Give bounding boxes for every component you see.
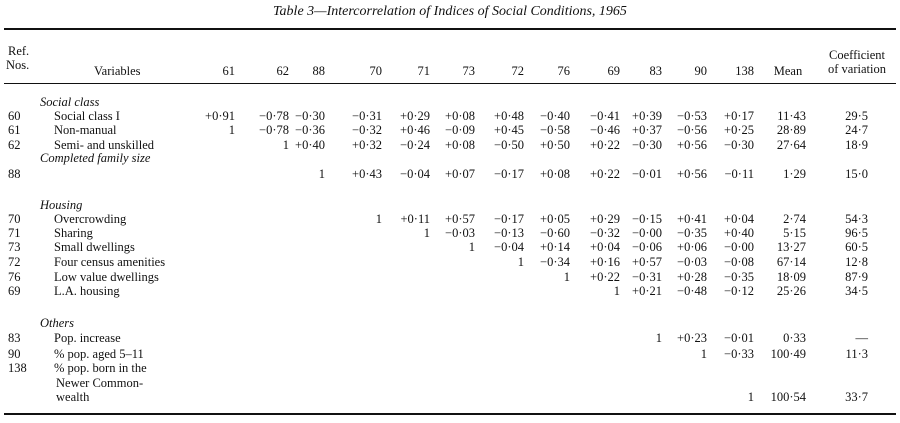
correlation-cell: −0·00 [724, 240, 754, 254]
correlation-cell: −0·30 [295, 109, 325, 123]
correlation-cell: 1 [228, 123, 235, 137]
correlation-cell: +0·22 [590, 138, 620, 152]
coefficient-of-variation-cell: 96·5 [845, 226, 868, 240]
correlation-cell: −0·78 [259, 123, 289, 137]
column-header-138: 138 [735, 64, 754, 78]
correlation-cell: +0·37 [632, 123, 662, 137]
column-header-90: 90 [694, 64, 707, 78]
correlation-cell: −0·41 [590, 109, 620, 123]
header-ref: Ref. [8, 44, 30, 58]
column-header-70: 70 [369, 64, 382, 78]
header-coefficient: Coefficient [829, 48, 885, 62]
row-variable-label: L.A. housing [54, 284, 120, 298]
correlation-cell: −0·30 [632, 138, 662, 152]
correlation-cell: +0·21 [632, 284, 662, 298]
coefficient-of-variation-cell: 15·0 [845, 167, 868, 181]
correlation-cell: −0·48 [677, 284, 707, 298]
correlation-cell: −0·46 [590, 123, 620, 137]
correlation-cell: +0·28 [677, 270, 707, 284]
header-variables: Variables [94, 64, 141, 78]
column-header-88: 88 [312, 64, 325, 78]
correlation-cell: −0·11 [724, 167, 754, 181]
correlation-cell: +0·29 [400, 109, 430, 123]
coefficient-of-variation-cell: 18·9 [845, 138, 868, 152]
correlation-cell: −0·03 [445, 226, 475, 240]
row-variable-label: Non-manual [54, 123, 117, 137]
coefficient-of-variation-cell: 29·5 [845, 109, 868, 123]
correlation-cell: 1 [700, 347, 707, 361]
coefficient-of-variation-cell: — [855, 331, 868, 345]
row-variable-label: Pop. increase [54, 331, 121, 345]
row-ref-number: 83 [8, 331, 21, 345]
correlation-cell: −0·00 [632, 226, 662, 240]
correlation-cell: +0·05 [540, 212, 570, 226]
row-ref-number: 138 [8, 361, 27, 375]
correlation-cell: +0·04 [724, 212, 754, 226]
correlation-cell: −0·36 [295, 123, 325, 137]
row-variable-label: % pop. aged 5–11 [54, 347, 144, 361]
correlation-cell: −0·13 [494, 226, 524, 240]
correlation-cell: 1 [517, 255, 524, 269]
coefficient-of-variation-cell: 33·7 [845, 390, 868, 404]
column-header-83: 83 [649, 64, 662, 78]
correlation-cell: +0·48 [494, 109, 524, 123]
correlation-cell: −0·01 [724, 331, 754, 345]
mean-cell: 18·09 [776, 270, 806, 284]
correlation-cell: +0·25 [724, 123, 754, 137]
row-ref-number: 71 [8, 226, 21, 240]
correlation-cell: −0·34 [540, 255, 570, 269]
correlation-cell: −0·06 [632, 240, 662, 254]
correlation-cell: +0·07 [445, 167, 475, 181]
correlation-cell: +0·41 [677, 212, 707, 226]
row-variable-label: Semi- and unskilled [54, 138, 154, 152]
correlation-cell: 1 [468, 240, 475, 254]
correlation-cell: +0·40 [295, 138, 325, 152]
correlation-cell: −0·31 [632, 270, 662, 284]
correlation-cell: 1 [655, 331, 662, 345]
correlation-cell: 1 [282, 138, 289, 152]
row-variable-label: Overcrowding [54, 212, 127, 226]
correlation-cell: +0·32 [352, 138, 382, 152]
correlation-cell: +0·50 [540, 138, 570, 152]
correlation-cell: 1 [613, 284, 620, 298]
group-social-class: Social class [40, 95, 100, 109]
correlation-cell: +0·08 [445, 138, 475, 152]
correlation-cell: −0·32 [590, 226, 620, 240]
correlation-cell: +0·45 [494, 123, 524, 137]
group-housing: Housing [40, 198, 83, 212]
column-header-72: 72 [511, 64, 524, 78]
mean-cell: 27·64 [776, 138, 806, 152]
mean-cell: 11·43 [777, 109, 806, 123]
mean-cell: 25·26 [776, 284, 806, 298]
correlation-cell: −0·50 [494, 138, 524, 152]
correlation-cell: −0·33 [724, 347, 754, 361]
correlation-cell: −0·30 [724, 138, 754, 152]
row-variable-label: Small dwellings [54, 240, 135, 254]
coefficient-of-variation-cell: 54·3 [845, 212, 868, 226]
correlation-cell: +0·04 [590, 240, 620, 254]
correlation-cell: −0·35 [724, 270, 754, 284]
correlation-cell: +0·23 [677, 331, 707, 345]
correlation-cell: −0·01 [632, 167, 662, 181]
mean-cell: 1·29 [783, 167, 806, 181]
coefficient-of-variation-cell: 87·9 [845, 270, 868, 284]
correlation-cell: +0·57 [445, 212, 475, 226]
mean-cell: 67·14 [776, 255, 806, 269]
correlation-cell: 1 [318, 167, 325, 181]
correlation-cell: +0·39 [632, 109, 662, 123]
row-ref-number: 72 [8, 255, 21, 269]
row-ref-number: 90 [8, 347, 21, 361]
mean-cell: 13·27 [776, 240, 806, 254]
row-ref-number: 61 [8, 123, 21, 137]
mean-cell: 28·89 [776, 123, 806, 137]
correlation-cell: −0·78 [259, 109, 289, 123]
row-variable-label: Social class I [54, 109, 120, 123]
correlation-cell: +0·22 [590, 270, 620, 284]
correlation-cell: +0·14 [540, 240, 570, 254]
group-others: Others [40, 316, 75, 330]
correlation-cell: −0·32 [352, 123, 382, 137]
column-header-71: 71 [417, 64, 430, 78]
coefficient-of-variation-cell: 34·5 [845, 284, 868, 298]
row-variable-label: Sharing [54, 226, 93, 240]
row-ref-number: 76 [8, 270, 21, 284]
header-of-variation: of variation [828, 62, 886, 76]
correlation-cell: +0·17 [724, 109, 754, 123]
bottom-rule [4, 413, 896, 415]
coefficient-of-variation-cell: 12·8 [845, 255, 868, 269]
correlation-cell: +0·08 [445, 109, 475, 123]
row-variable-label: % pop. born in the [54, 361, 147, 375]
mean-cell: 100·54 [770, 390, 806, 404]
correlation-cell: 1 [375, 212, 382, 226]
row-variable-label: Newer Common- [56, 376, 144, 390]
mean-cell: 2·74 [783, 212, 806, 226]
correlation-cell: +0·56 [677, 167, 707, 181]
correlation-cell: +0·40 [724, 226, 754, 240]
correlation-cell: −0·35 [677, 226, 707, 240]
correlation-cell: +0·43 [352, 167, 382, 181]
correlation-cell: +0·29 [590, 212, 620, 226]
row-variable-label: Low value dwellings [54, 270, 159, 284]
coefficient-of-variation-cell: 24·7 [845, 123, 868, 137]
correlation-cell: +0·22 [590, 167, 620, 181]
row-ref-number: 62 [8, 138, 21, 152]
group-completed-family-size: Completed family size [40, 151, 151, 165]
correlation-cell: −0·31 [352, 109, 382, 123]
correlation-cell: −0·04 [400, 167, 430, 181]
mean-cell: 100·49 [770, 347, 806, 361]
correlation-cell: −0·17 [494, 212, 524, 226]
correlation-cell: −0·56 [677, 123, 707, 137]
correlation-cell: +0·06 [677, 240, 707, 254]
row-ref-number: 60 [8, 109, 21, 123]
header-mean: Mean [773, 64, 803, 78]
mean-cell: 0·33 [783, 331, 806, 345]
correlation-cell: −0·53 [677, 109, 707, 123]
correlation-cell: 1 [423, 226, 430, 240]
correlation-cell: −0·12 [724, 284, 754, 298]
row-variable-label: Four census amenities [54, 255, 166, 269]
correlation-cell: −0·08 [724, 255, 754, 269]
correlation-cell: −0·58 [540, 123, 570, 137]
column-header-73: 73 [462, 64, 475, 78]
correlation-cell: +0·46 [400, 123, 430, 137]
correlation-cell: −0·03 [677, 255, 707, 269]
header-rule [4, 83, 896, 84]
row-variable-label: wealth [56, 390, 90, 404]
correlation-cell: −0·04 [494, 240, 524, 254]
correlation-cell: +0·08 [540, 167, 570, 181]
row-ref-number: 73 [8, 240, 21, 254]
coefficient-of-variation-cell: 60·5 [845, 240, 868, 254]
correlation-cell: +0·56 [677, 138, 707, 152]
correlation-cell: −0·60 [540, 226, 570, 240]
header-nos: Nos. [6, 58, 30, 72]
row-ref-number: 69 [8, 284, 21, 298]
correlation-cell: −0·09 [445, 123, 475, 137]
correlation-cell: −0·17 [494, 167, 524, 181]
mean-cell: 5·15 [783, 226, 806, 240]
correlation-cell: −0·40 [540, 109, 570, 123]
correlation-cell: −0·24 [400, 138, 430, 152]
correlation-cell: +0·16 [590, 255, 620, 269]
table-title: Table 3—Intercorrelation of Indices of Social Conditions, 1965 [273, 4, 627, 19]
row-ref-number: 70 [8, 212, 21, 226]
coefficient-of-variation-cell: 11·3 [845, 347, 868, 361]
correlation-cell: +0·91 [205, 109, 235, 123]
column-header-61: 61 [222, 64, 235, 78]
correlation-cell: 1 [747, 390, 754, 404]
correlation-cell: +0·57 [632, 255, 662, 269]
correlation-cell: 1 [563, 270, 570, 284]
top-rule [4, 28, 896, 30]
column-header-76: 76 [557, 64, 570, 78]
column-header-69: 69 [607, 64, 620, 78]
column-header-62: 62 [276, 64, 289, 78]
correlation-cell: −0·15 [632, 212, 662, 226]
correlation-cell: +0·11 [400, 212, 430, 226]
row-ref-number: 88 [8, 167, 21, 181]
